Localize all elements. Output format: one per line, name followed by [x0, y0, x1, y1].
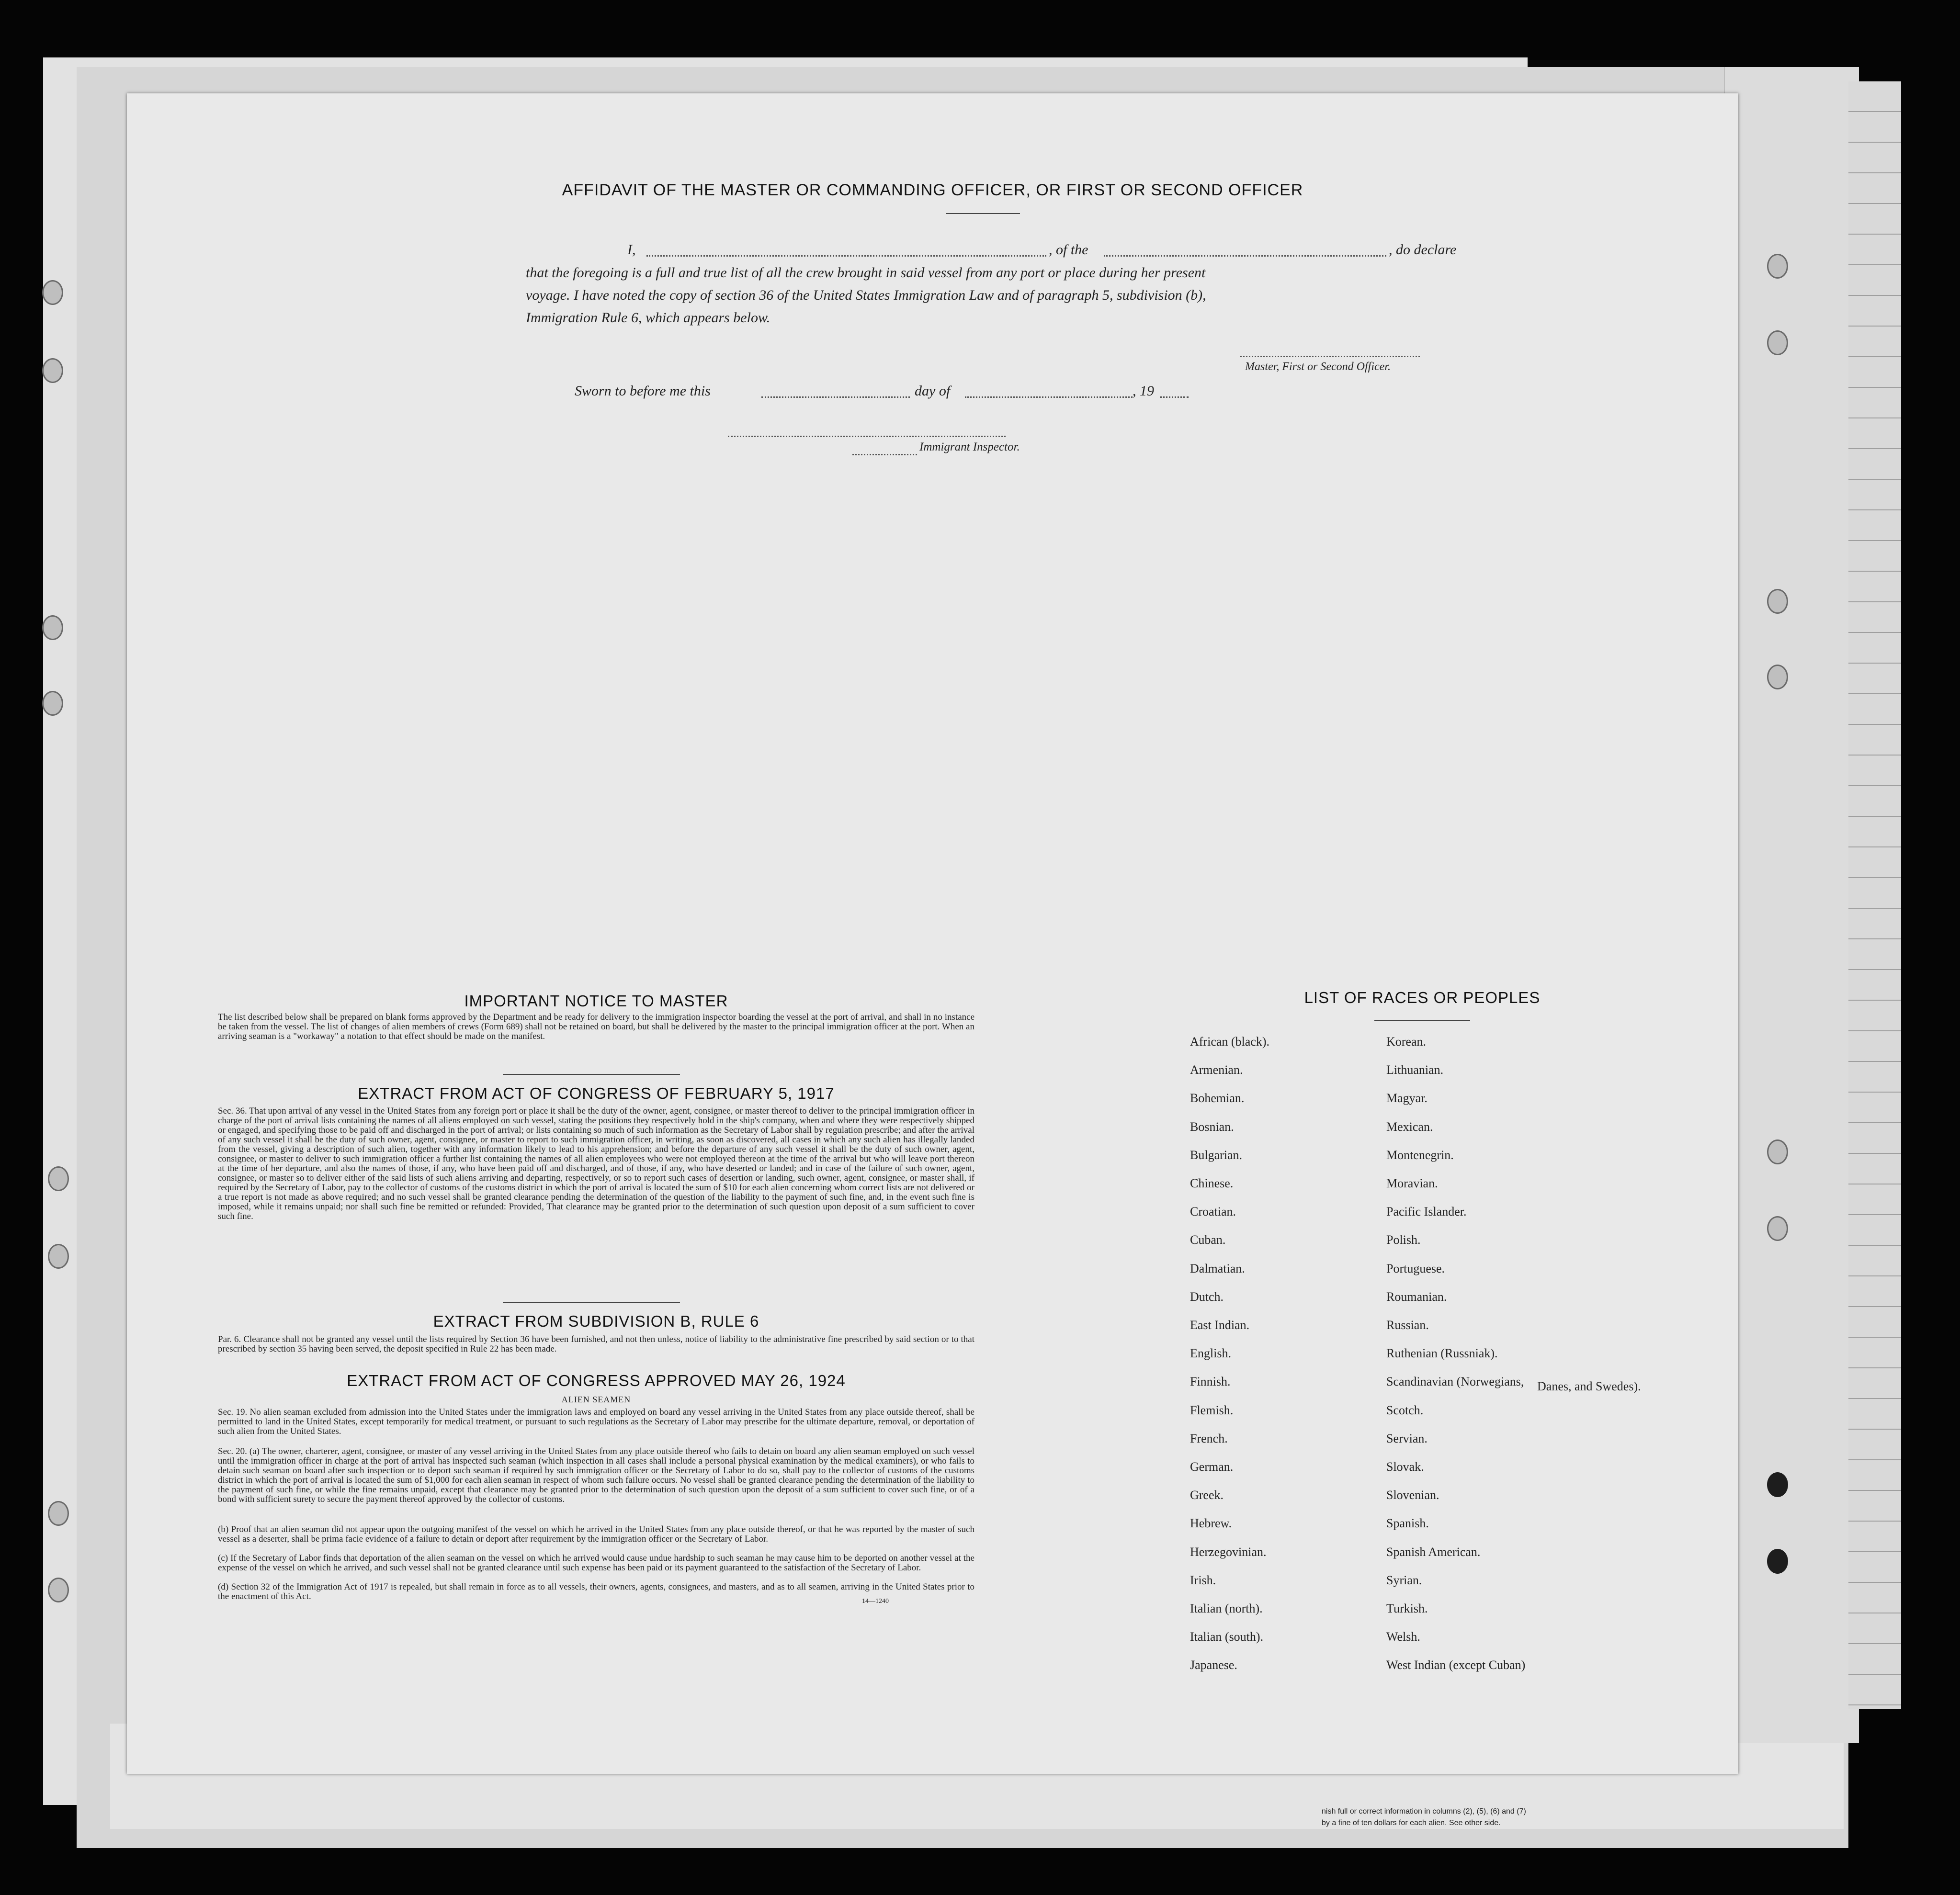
divider: [946, 213, 1020, 214]
race-item: Italian (south).: [1190, 1630, 1264, 1644]
affidavit-i-label: I,: [627, 242, 636, 258]
race-item: Italian (north).: [1190, 1602, 1263, 1615]
race-item: African (black).: [1190, 1035, 1270, 1049]
race-item: English.: [1190, 1346, 1231, 1360]
race-item: Japanese.: [1190, 1658, 1237, 1672]
affidavit-statement-line1: that the foregoing is a full and true list of all the crew brought in said vessel from any port or place during her present: [526, 265, 1206, 281]
race-item: Lithuanian.: [1386, 1063, 1444, 1077]
extract-1917-body: Sec. 36. That upon arrival of any vessel in the United States from any foreign port or place it shall be the duty of the owner, agent, consignee, or master thereof to deliver to the principal immigration officer in charge of the port of arrival lists containing the names of all aliens employed on such vessel, stating the positions they respectively hold in the ship's company, when and where they were respectively shipped or engaged, and specifying those to be paid off and discharged in the port of arrival; or lists containing so much of such information as the Secretary of Labor shall by regulation prescribe; and after the arrival of any such vessel it shall be the duty of such owner, agent, consignee, or master to report to such immigration officer, in writing, as soon as discovered, all cases in which any such alien has illegally landed from the vessel, giving a description of such alien, together with any information likely to lead to his apprehension; and before the departure of any such vessel it shall be the duty of such owner, agent, consignee, or master to deliver to such immigration officer a further list containing the names of all alien employees who were not employed thereon at the time of the arrival but who will leave port thereon at the time of her departure, and also the names of those, if any, who have been paid off and discharged, and of those, if any, who have deserted or landed; and in case of the failure of such owner, agent, consignee, or master so to deliver either of the said lists of such aliens arriving and departing, respectively, or so to report such cases of desertion or landing, such owner, agent, consignee, or master shall, if required by the Secretary of Labor, pay to the collector of customs of the customs district in which the port of arrival is located the sum of $10 for each alien concerning whom correct lists are not delivered or a true report is not made as above required; and no such vessel shall be granted clearance pending the determination of the question of the liability to the payment of such fine, and, in the event such fine is imposed, while it remains unpaid; nor shall such fine be remitted or refunded: Provided, That clearance may be granted prior to the determination of such question upon deposit of a sum sufficient to cover such fine.: [218, 1106, 974, 1221]
notice-title: IMPORTANT NOTICE TO MASTER: [464, 992, 728, 1010]
race-item: Chinese.: [1190, 1176, 1234, 1190]
extract-rule6-body: Par. 6. Clearance shall not be granted any vessel until the lists required by Section 36 have been furnished, and not then unless, notice of liability to the administrative fine prescribed by said section or to that prescribed by section 35 having been served, the deposit specified in Rule 22 has been made.: [218, 1334, 974, 1354]
race-item: Dalmatian.: [1190, 1262, 1245, 1275]
race-item: Dutch.: [1190, 1290, 1224, 1304]
race-item: Servian.: [1386, 1432, 1428, 1445]
divider: [503, 1302, 680, 1303]
extract-1924-subtitle: ALIEN SEAMEN: [561, 1395, 631, 1404]
sworn-year-field[interactable]: [1160, 396, 1189, 398]
race-item: West Indian (except Cuban): [1386, 1658, 1526, 1672]
race-item: Spanish American.: [1386, 1545, 1481, 1559]
divider: [1374, 1020, 1470, 1021]
punch-hole-icon: [48, 1578, 69, 1602]
punch-hole-icon: [48, 1244, 69, 1269]
punch-hole-icon: [1767, 665, 1788, 689]
punch-hole-icon: [42, 358, 63, 383]
back-sheet-edge: [1724, 67, 1859, 1743]
race-item: German.: [1190, 1460, 1234, 1474]
race-item: Bulgarian.: [1190, 1148, 1243, 1162]
sworn-label: Sworn to before me this: [575, 383, 711, 399]
inspector-signature-field[interactable]: [728, 436, 1006, 437]
form-number: 14—1240: [862, 1598, 889, 1605]
race-item: Montenegrin.: [1386, 1148, 1454, 1162]
race-item: Scotch.: [1386, 1403, 1424, 1417]
races-title: LIST OF RACES OR PEOPLES: [1304, 989, 1541, 1006]
footer-line-1: nish full or correct information in columns (2), (5), (6) and (7): [1322, 1807, 1526, 1816]
affidavit-title: AFFIDAVIT OF THE MASTER OR COMMANDING OFFICER, OR FIRST OR SECOND OFFICER: [562, 181, 1303, 199]
sworn-day-field[interactable]: [761, 396, 910, 398]
race-item: French.: [1190, 1432, 1228, 1445]
year-prefix-label: , 19: [1133, 383, 1154, 399]
race-item: Korean.: [1386, 1035, 1427, 1049]
race-item: Moravian.: [1386, 1176, 1438, 1190]
race-item: Armenian.: [1190, 1063, 1243, 1077]
day-of-label: day of: [915, 383, 951, 399]
race-item: Finnish.: [1190, 1375, 1231, 1388]
race-item-continuation: Danes, and Swedes).: [1537, 1379, 1641, 1393]
extract-1924-para-20d: (d) Section 32 of the Immigration Act of 1917 is repealed, but shall remain in force as to all vessels, their owners, agents, consignees, and masters, and as to all seamen, arriving in the United States prior to the enactment of this Act.: [218, 1582, 974, 1602]
punch-hole-icon: [42, 615, 63, 640]
punch-hole-icon: [1767, 1472, 1788, 1497]
race-item: Scandinavian (Norwegians,: [1386, 1375, 1524, 1388]
extract-1924-para-20b: (b) Proof that an alien seaman did not appear upon the outgoing manifest of the vessel on which he arrived in the United States from any place outside thereof, or that he was reported by the master of such vessel as a deserter, shall be prima facie evidence of a failure to detain or deport after requirement by the immigration officer or the Secretary of Labor.: [218, 1524, 974, 1544]
form-sheet: [127, 93, 1738, 1774]
master-signature-label: Master, First or Second Officer.: [1245, 361, 1391, 373]
extract-1917-title: EXTRACT FROM ACT OF CONGRESS OF FEBRUARY 5, 1917: [358, 1084, 835, 1102]
punch-hole-icon: [42, 691, 63, 716]
punch-hole-icon: [1767, 1549, 1788, 1574]
inspector-label: Immigrant Inspector.: [919, 440, 1020, 453]
race-item: Flemish.: [1190, 1403, 1234, 1417]
race-item: Pacific Islander.: [1386, 1205, 1467, 1218]
extract-1924-para-19: Sec. 19. No alien seaman excluded from admission into the United States under the immigration laws and employed on board any vessel arriving in the United States from any place outside thereof, shall be permitted to land in the United States, except temporarily for medical treatment, or pursuant to such regulations as the Secretary of Labor may prescribe for the ultimate departure, removal, or deportation of such alien from the United States.: [218, 1407, 974, 1436]
master-signature-field[interactable]: [1240, 356, 1420, 357]
affidavit-of-the-label: , of the: [1049, 242, 1088, 258]
race-item: East Indian.: [1190, 1318, 1250, 1332]
race-item: Magyar.: [1386, 1091, 1428, 1105]
punch-hole-icon: [1767, 1139, 1788, 1164]
extract-1924-para-20a: Sec. 20. (a) The owner, charterer, agent, consignee, or master of any vessel arriving in the United States from any place outside thereof who fails to detain on board any alien seaman employed on such vessel until the immigration officer in charge at the port of arrival has inspected such seaman (which inspection in all cases shall include a personal physical examination by the medical examiners), or who fails to detain such seaman on board after such inspection or to deport such seaman if required by such immigration officer or the Secretary of Labor to do so, shall pay to the collector of customs of the customs district in which the port of arrival is located the sum of $1,000 for each alien seaman in respect of whom such failure occurs. No vessel shall be granted clearance pending the determination of the liability to the payment of such fine, or while the fine remains unpaid, except that clearance may be granted prior to the determination of such question upon the deposit of a sum sufficient to cover such fine, or of a bond with sufficient surety to secure the payment thereof approved by the collector of customs.: [218, 1446, 974, 1504]
race-item: Spanish.: [1386, 1516, 1429, 1530]
notice-body: The list described below shall be prepared on blank forms approved by the Department and be ready for delivery to the immigration inspector boarding the vessel at the port of arrival, and shall in no instance be taken from the vessel. The list of changes of alien members of crews (Form 689) shall not be retained on board, but shall be delivered by the master to the principal immigration officer at the port. When an arriving seaman is a "workaway" a notation to that effect should be made on the manifest.: [218, 1012, 974, 1041]
extract-1924-para-20c: (c) If the Secretary of Labor finds that deportation of the alien seaman on the vessel on which he arrived would cause undue hardship to such seaman he may cause him to be deported on another vessel at the expense of the vessel on which he arrived, and such vessel shall not be granted clearance until such expense has been paid or its payment guaranteed to the satisfaction of the Secretary of Labor.: [218, 1553, 974, 1573]
punch-hole-icon: [1767, 330, 1788, 355]
race-item: Croatian.: [1190, 1205, 1236, 1218]
race-item: Ruthenian (Russniak).: [1386, 1346, 1498, 1360]
extract-1924-title: EXTRACT FROM ACT OF CONGRESS APPROVED MAY 26, 1924: [347, 1372, 846, 1389]
race-item: Slovak.: [1386, 1460, 1424, 1474]
punch-hole-icon: [48, 1166, 69, 1191]
punch-hole-icon: [48, 1501, 69, 1526]
ruled-sheet-edge: [1848, 81, 1901, 1709]
race-item: Irish.: [1190, 1573, 1216, 1587]
race-item: Herzegovinian.: [1190, 1545, 1267, 1559]
extract-rule6-title: EXTRACT FROM SUBDIVISION B, RULE 6: [433, 1312, 759, 1330]
punch-hole-icon: [42, 280, 63, 305]
sworn-month-field[interactable]: [965, 396, 1133, 398]
officer-name-field[interactable]: [646, 255, 1046, 257]
race-item: Greek.: [1190, 1488, 1224, 1502]
punch-hole-icon: [1767, 1216, 1788, 1241]
race-item: Welsh.: [1386, 1630, 1420, 1644]
punch-hole-icon: [1767, 254, 1788, 279]
race-item: Slovenian.: [1386, 1488, 1439, 1502]
affidavit-statement-line3: Immigration Rule 6, which appears below.: [526, 310, 770, 326]
race-item: Bosnian.: [1190, 1120, 1234, 1134]
race-item: Roumanian.: [1386, 1290, 1447, 1304]
vessel-name-field[interactable]: [1104, 255, 1386, 257]
inspector-dot-leader: [852, 454, 917, 455]
divider: [503, 1074, 680, 1075]
race-item: Mexican.: [1386, 1120, 1433, 1134]
race-item: Portuguese.: [1386, 1262, 1445, 1275]
affidavit-statement-line2: voyage. I have noted the copy of section 36 of the United States Immigration Law and of paragraph 5, subdivision (b),: [526, 287, 1206, 303]
race-item: Hebrew.: [1190, 1516, 1232, 1530]
race-item: Bohemian.: [1190, 1091, 1245, 1105]
race-item: Polish.: [1386, 1233, 1421, 1247]
punch-hole-icon: [1767, 589, 1788, 614]
race-item: Turkish.: [1386, 1602, 1428, 1615]
race-item: Syrian.: [1386, 1573, 1422, 1587]
affidavit-declare-label: , do declare: [1389, 242, 1457, 258]
race-item: Cuban.: [1190, 1233, 1226, 1247]
race-item: Russian.: [1386, 1318, 1429, 1332]
footer-line-2: by a fine of ten dollars for each alien. See other side.: [1322, 1819, 1501, 1827]
